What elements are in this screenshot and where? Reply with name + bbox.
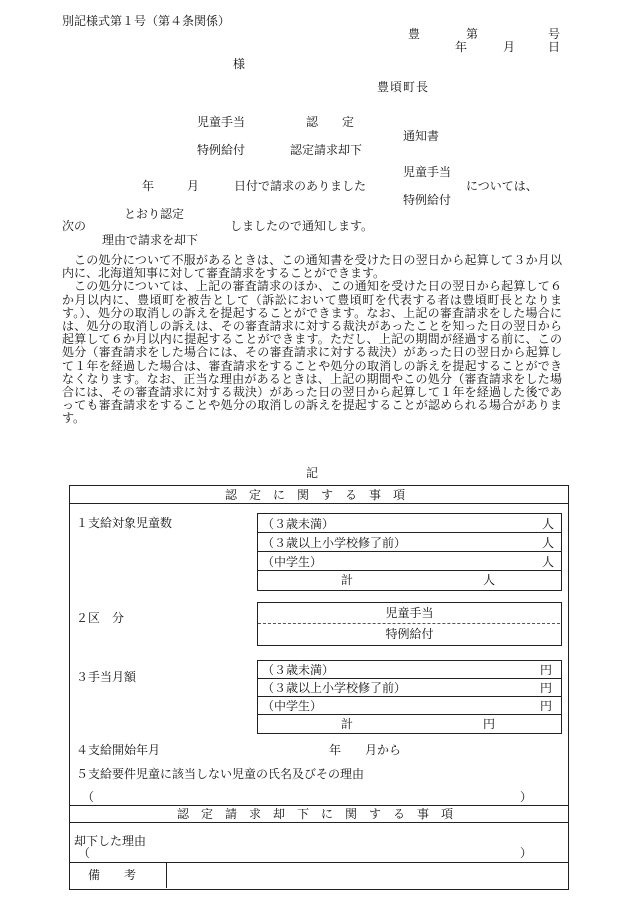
row2-divider bbox=[258, 623, 560, 624]
row1-rule bbox=[257, 532, 561, 533]
row5-paren-close: ） bbox=[520, 790, 533, 804]
date-year: 年 bbox=[455, 40, 468, 54]
title-decision-1: 認 定 bbox=[306, 115, 355, 129]
intro-suffix: しましたので通知します。 bbox=[230, 219, 374, 233]
section1-header-rule bbox=[69, 503, 568, 504]
reject-paren-close: ） bbox=[520, 846, 533, 860]
intro-next-prefix: 次の bbox=[62, 219, 87, 233]
row3-unit: 円 bbox=[540, 663, 553, 677]
row3-total-unit: 円 bbox=[483, 717, 496, 731]
row1-unit: 人 bbox=[542, 536, 555, 550]
row3-item: （３歳以上小学校修了前） bbox=[262, 681, 407, 695]
row2-option: 児童手当 bbox=[385, 606, 434, 620]
addressee-suffix: 様 bbox=[233, 57, 246, 71]
row3-total-label: 計 bbox=[341, 717, 354, 731]
row3-rule bbox=[257, 696, 561, 697]
title-doc-type: 通知書 bbox=[403, 129, 440, 143]
number-dai: 第 bbox=[466, 27, 479, 41]
title-allowance-2: 特例給付 bbox=[197, 143, 246, 157]
row1-rule bbox=[257, 551, 561, 552]
number-prefix: 豊 bbox=[408, 27, 421, 41]
row1-item: （中学生） bbox=[262, 555, 323, 569]
row1-total-label: 計 bbox=[341, 573, 354, 587]
row3-rule bbox=[257, 678, 561, 679]
row3-item: （中学生） bbox=[262, 699, 323, 713]
row1-item: （３歳以上小学校修了前） bbox=[262, 536, 407, 550]
section2-top-rule bbox=[69, 805, 568, 806]
row4-label: ４支給開始年月 bbox=[76, 743, 161, 757]
row1-unit: 人 bbox=[542, 517, 555, 531]
intro-year: 年 bbox=[142, 179, 155, 193]
reject-paren-open: （ bbox=[78, 846, 91, 860]
intro-month: 月 bbox=[187, 179, 200, 193]
row1-item: （３歳未満） bbox=[262, 517, 335, 531]
ki-marker: 記 bbox=[306, 466, 319, 480]
row3-item: （３歳未満） bbox=[262, 663, 335, 677]
reject-label: 却下した理由 bbox=[74, 834, 147, 848]
date-day: 日 bbox=[548, 40, 561, 54]
title-decision-2: 認定請求却下 bbox=[290, 143, 363, 157]
section2-bottom-rule bbox=[69, 822, 568, 823]
section1-header: 認 定 に 関 す る 事 項 bbox=[224, 488, 405, 502]
row3-unit: 円 bbox=[540, 681, 553, 695]
remarks-rule bbox=[69, 862, 568, 863]
row1-label: １支給対象児童数 bbox=[76, 516, 173, 530]
intro-allowance-1: 児童手当 bbox=[403, 165, 452, 179]
row4-value: 年 月から bbox=[329, 743, 402, 757]
row3-unit: 円 bbox=[540, 699, 553, 713]
remarks-label: 備 考 bbox=[88, 868, 137, 882]
remarks-divider bbox=[166, 862, 167, 888]
intro-about: については、 bbox=[466, 179, 538, 193]
notice-body bbox=[62, 254, 562, 426]
intro-option-2: 理由で請求を却下 bbox=[102, 233, 199, 247]
row2-label: ２区 分 bbox=[76, 611, 125, 625]
title-allowance-1: 児童手当 bbox=[197, 115, 246, 129]
notice-paragraph: この処分について不服があるときは、この通知書を受けた日の翌日から起算して３か月以内に、北海道知事に対して審査請求をすることができます。 bbox=[62, 253, 562, 281]
row1-rule bbox=[257, 570, 561, 571]
sender: 豊頃町長 bbox=[377, 80, 430, 94]
row5-paren-open: （ bbox=[82, 790, 95, 804]
row1-unit: 人 bbox=[542, 555, 555, 569]
row5-label: ５支給要件児童に該当しない児童の氏名及びその理由 bbox=[76, 767, 365, 781]
number-go: 号 bbox=[548, 27, 561, 41]
intro-date-text: 日付で請求のありました bbox=[234, 179, 367, 193]
row3-label: ３手当月額 bbox=[76, 670, 137, 684]
intro-option-1: とおり認定 bbox=[124, 207, 185, 221]
row3-rule bbox=[257, 714, 561, 715]
section2-header: 認 定 請 求 却 下 に 関 す る 事 項 bbox=[176, 807, 453, 821]
intro-allowance-2: 特例給付 bbox=[403, 193, 452, 207]
row2-option: 特例給付 bbox=[385, 627, 434, 641]
notice-paragraph: この処分については、上記の審査請求のほか、この通知を受けた日の翌日から起算して６か月以内に、豊頃町を被告として（訴訟において豊頃町を代表する者は豊頃町長となります。）、処分の取消しの訴えを提起することができます。なお、上記の審査請求をした場合には、処分の取消しの訴えは、その審査請求に対する裁決があったことを知った日の翌日から起算して６か月以内に提起することができます。ただし、上記の期間が経過する前に、この処分（審査請求をした場合には、その審査請求に対する裁決）があった日の翌日から起算して１年を経過した場合は、審査請求をすることや処分の取消しの訴えを提起することができなくなります。なお、正当な理由があるときは、上記の期間やこの処分（審査請求をした場合には、その審査請求に対する裁決）があった日の翌日から起算して１年を経過した後であっても審査請求をすることや処分の取消しの訴えを提起することが認められる場合があります。 bbox=[62, 279, 562, 426]
row1-total-unit: 人 bbox=[483, 573, 496, 587]
date-month: 月 bbox=[503, 40, 516, 54]
form-label: 別記様式第１号（第４条関係） bbox=[62, 14, 231, 28]
